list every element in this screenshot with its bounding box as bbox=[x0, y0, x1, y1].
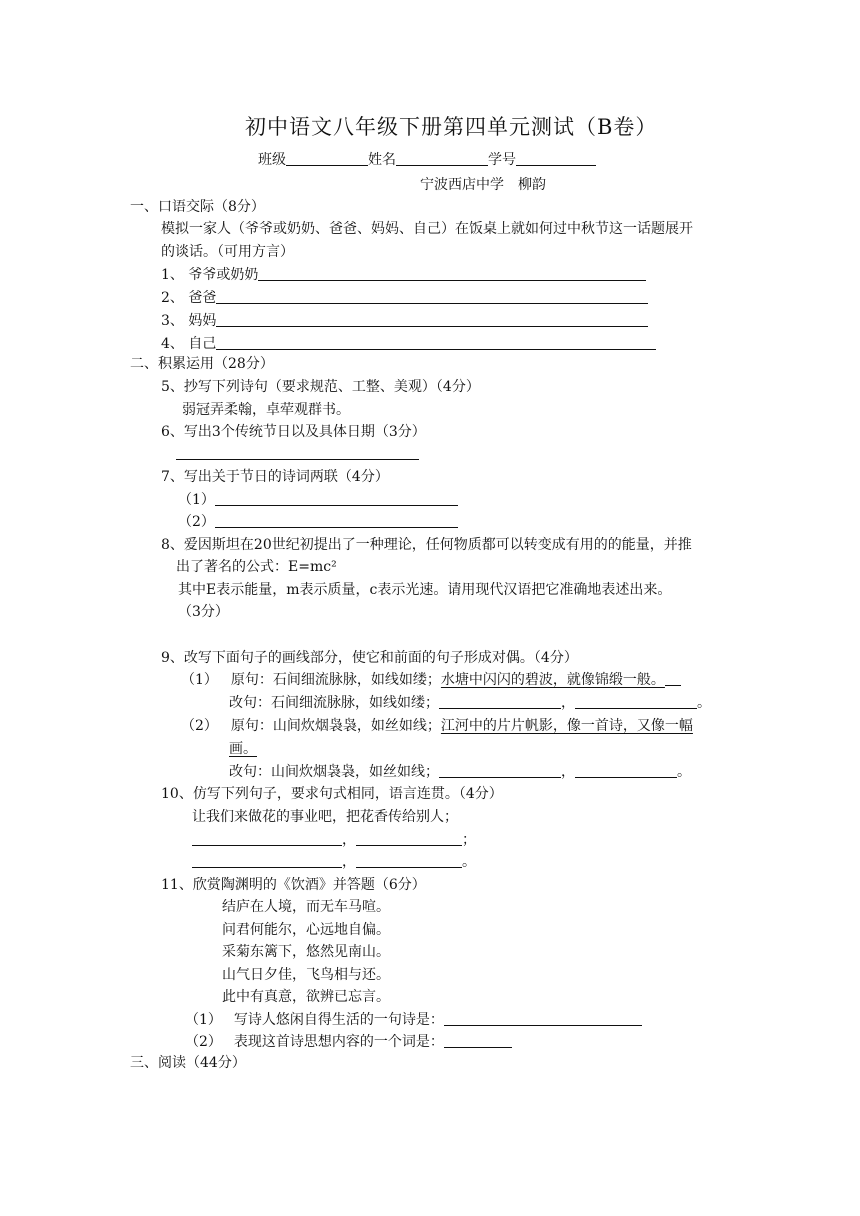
q10-blank-4[interactable] bbox=[356, 853, 462, 868]
section-1-heading: 一、口语交际（8分） bbox=[130, 199, 265, 215]
student-info-line bbox=[258, 150, 596, 170]
q6-prompt: 6、写出3个传统节日以及具体日期（3分） bbox=[161, 424, 426, 440]
s1-item-3-label: 3、 妈妈 bbox=[161, 313, 217, 329]
q9-1-underlined-part: 水塘中闪闪的碧波，就像锦缎一般。 bbox=[440, 672, 665, 688]
q9-2-blank-1[interactable] bbox=[439, 763, 561, 778]
poem-line-2: 问君何能尔，心远地自偏。 bbox=[222, 922, 390, 938]
q11-item-2 bbox=[185, 1032, 512, 1052]
q10-blank-1[interactable] bbox=[192, 831, 342, 846]
q10-prompt: 10、仿写下列句子，要求句式相同，语言连贯。（4分） bbox=[161, 786, 503, 802]
q11-item-1 bbox=[185, 1010, 642, 1030]
q9-2-underlined-part: 江河中的片片帆影，像一首诗，又像一幅 bbox=[440, 718, 693, 734]
s1-prompt-line-2: 的谈话。（可用方言） bbox=[161, 244, 294, 260]
s1-item-2 bbox=[161, 288, 648, 308]
s1-item-3 bbox=[161, 311, 648, 331]
poem-line-4: 山气日夕佳，飞鸟相与还。 bbox=[222, 967, 390, 983]
author-line: 宁波西店中学 柳韵 bbox=[420, 177, 546, 193]
q11-2-text: 表现这首诗思想内容的一个词是： bbox=[233, 1034, 444, 1050]
q9-1-original-text: 原句：石间细流脉脉，如线如缕； bbox=[230, 672, 441, 688]
q9-2-blank-2[interactable] bbox=[575, 763, 677, 778]
q9-2-underlined-part-cont: 画。 bbox=[229, 741, 257, 757]
q10-answer-1 bbox=[192, 830, 476, 850]
q9-2-original-text: 原句：山间炊烟袅袅，如丝如线； bbox=[230, 718, 441, 734]
period: 。 bbox=[697, 695, 711, 711]
q11-2-blank[interactable] bbox=[444, 1033, 512, 1048]
q7-prompt: 7、写出关于节日的诗词两联（4分） bbox=[161, 469, 389, 485]
s1-item-2-blank[interactable] bbox=[216, 289, 648, 304]
comma: ， bbox=[342, 854, 356, 870]
q7-item-1 bbox=[178, 490, 458, 510]
period: 。 bbox=[677, 764, 691, 780]
s1-item-1-blank[interactable] bbox=[258, 266, 646, 281]
s1-item-4-label: 4、 自己 bbox=[161, 336, 217, 352]
q5-verse: 弱冠弄柔翰，卓荦观群书。 bbox=[182, 402, 350, 418]
s1-item-1 bbox=[161, 265, 646, 285]
q7-item-2 bbox=[178, 512, 458, 532]
q11-1-blank[interactable] bbox=[444, 1011, 642, 1026]
q8-line-4: （3分） bbox=[178, 604, 229, 620]
poem-line-1: 结庐在人境，而无车马喧。 bbox=[222, 899, 390, 915]
s1-item-4-blank[interactable] bbox=[216, 335, 656, 350]
section-2-heading: 二、积累运用（28分） bbox=[130, 356, 274, 372]
q6-blank[interactable] bbox=[176, 445, 419, 460]
q9-2-number: （2） bbox=[181, 718, 218, 734]
q11-1-text: 写诗人悠闲自得生活的一句诗是： bbox=[233, 1012, 444, 1028]
q7-item-2-label: （2） bbox=[178, 514, 215, 530]
q10-blank-2[interactable] bbox=[356, 831, 462, 846]
q7-item-1-blank[interactable] bbox=[215, 491, 458, 506]
q9-2-rewrite-text: 改句：山间炊烟袅袅，如丝如线； bbox=[229, 764, 439, 780]
q9-1-original bbox=[181, 670, 681, 690]
q11-prompt: 11、欣赏陶渊明的《饮酒》并答题（6分） bbox=[161, 877, 426, 893]
q9-1-underline-tail bbox=[665, 671, 681, 686]
period: 。 bbox=[462, 854, 476, 870]
comma: ， bbox=[561, 695, 575, 711]
q9-1-rewrite bbox=[229, 693, 711, 713]
section-3-heading: 三、阅读（44分） bbox=[130, 1055, 246, 1071]
student-id-blank[interactable] bbox=[516, 151, 596, 166]
s1-item-2-label: 2、 爸爸 bbox=[161, 290, 217, 306]
q9-2-rewrite bbox=[229, 762, 691, 782]
poem-line-5: 此中有真意，欲辨已忘言。 bbox=[222, 989, 390, 1005]
q5-prompt: 5、抄写下列诗句（要求规范、工整、美观）（4分） bbox=[161, 379, 480, 395]
student-id-label: 学号 bbox=[488, 152, 516, 168]
q9-2-original-cont bbox=[229, 739, 257, 759]
q9-2-original bbox=[181, 716, 693, 736]
s1-item-1-label: 1、 爷爷或奶奶 bbox=[161, 267, 259, 283]
q6-answer bbox=[176, 444, 419, 464]
page-title: 初中语文八年级下册第四单元测试（B卷） bbox=[245, 115, 658, 139]
class-blank[interactable] bbox=[286, 151, 368, 166]
q11-1-number: （1） bbox=[185, 1012, 222, 1028]
s1-prompt-line-1: 模拟一家人（爷爷或奶奶、爸爸、妈妈、自己）在饭桌上就如何过中秋节这一话题展开 bbox=[161, 221, 693, 237]
q7-item-1-label: （1） bbox=[178, 492, 215, 508]
q10-blank-3[interactable] bbox=[192, 853, 342, 868]
s1-item-3-blank[interactable] bbox=[216, 312, 648, 327]
q11-2-number: （2） bbox=[185, 1034, 222, 1050]
q10-example: 让我们来做花的事业吧，把花香传给别人； bbox=[192, 809, 458, 825]
comma: ， bbox=[342, 832, 356, 848]
poem-line-3: 采菊东篱下，悠然见南山。 bbox=[222, 944, 390, 960]
q9-1-blank-1[interactable] bbox=[439, 694, 561, 709]
q10-answer-2 bbox=[192, 852, 476, 872]
q7-item-2-blank[interactable] bbox=[215, 513, 458, 528]
q9-1-rewrite-text: 改句：石间细流脉脉，如线如缕； bbox=[229, 695, 439, 711]
q8-line-2: 出了著名的公式：E=mc² bbox=[176, 559, 337, 575]
s1-item-4 bbox=[161, 334, 656, 354]
q9-prompt: 9、改写下面句子的画线部分，使它和前面的句子形成对偶。（4分） bbox=[161, 650, 578, 666]
comma: ， bbox=[561, 764, 575, 780]
name-label: 姓名 bbox=[368, 152, 396, 168]
name-blank[interactable] bbox=[396, 151, 488, 166]
q9-1-blank-2[interactable] bbox=[575, 694, 697, 709]
q8-line-3: 其中E表示能量，m表示质量，c表示光速。请用现代汉语把它准确地表述出来。 bbox=[178, 582, 672, 598]
q8-line-1: 8、爱因斯坦在20世纪初提出了一种理论，任何物质都可以转变成有用的的能量，并推 bbox=[161, 537, 692, 553]
class-label: 班级 bbox=[258, 152, 286, 168]
q9-1-number: （1） bbox=[181, 672, 218, 688]
semicolon: ； bbox=[462, 832, 476, 848]
